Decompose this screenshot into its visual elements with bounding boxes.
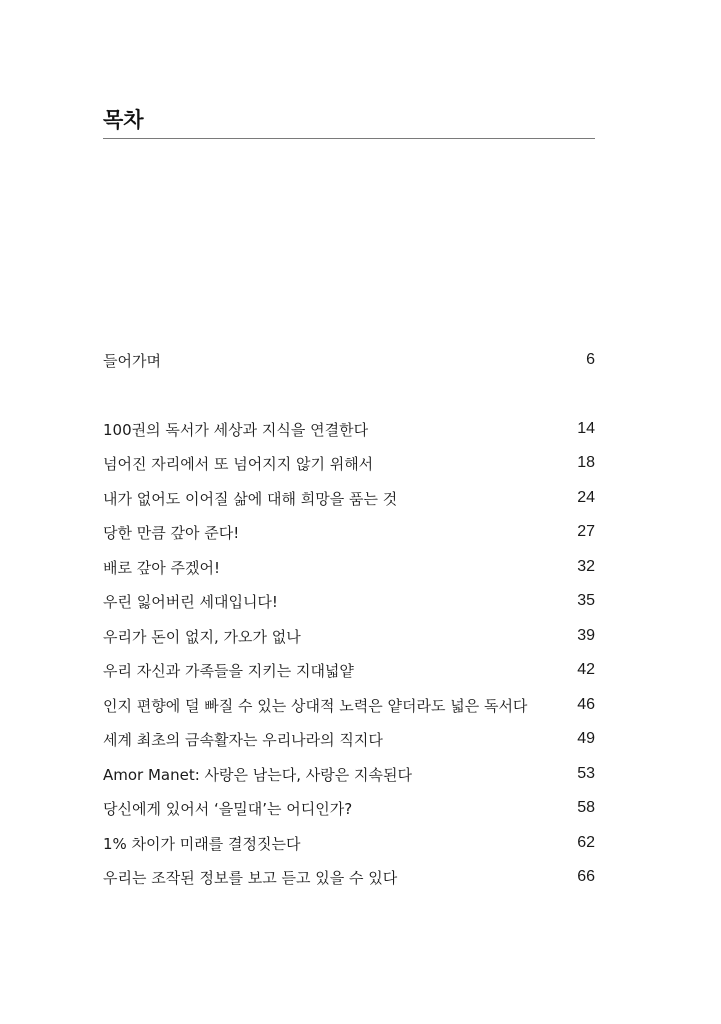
toc-entry-title: 우리가 돈이 없지, 가오가 없나 [103,627,301,646]
toc-entry-title: 들어가며 [103,351,161,370]
toc-entry-title: 우린 잃어버린 세대입니다! [103,592,278,611]
toc-entry-page: 27 [577,523,595,540]
toc-entry-title: 배로 갚아 주겠어! [103,558,220,577]
toc-entry-page: 6 [586,351,595,368]
toc-entry-title: 인지 편향에 덜 빠질 수 있는 상대적 노력은 얕더라도 넓은 독서다 [103,696,528,715]
toc-entry-title: 내가 없어도 이어질 삶에 대해 희망을 품는 것 [103,489,398,508]
toc-entry-row[interactable] [103,693,595,717]
toc-entry-title: 당한 만큼 갚아 준다! [103,523,240,542]
toc-entry-page: 49 [577,730,595,747]
toc-entry-page: 62 [577,834,595,851]
toc-entry-page: 39 [577,627,595,644]
toc-entry-row[interactable] [103,417,595,441]
toc-entry-page: 42 [577,661,595,678]
toc-entry-page: 24 [577,489,595,506]
toc-entry-page: 35 [577,592,595,609]
toc-entry-row[interactable] [103,486,595,510]
toc-intro-row[interactable] [103,348,595,372]
toc-entry-page: 58 [577,799,595,816]
toc-entry-row[interactable] [103,520,595,544]
toc-entry-row[interactable] [103,658,595,682]
toc-entry-title: 우리 자신과 가족들을 지키는 지대넓얕 [103,661,354,680]
toc-entry-row[interactable] [103,796,595,820]
toc-entry-row[interactable] [103,865,595,889]
toc-entry-row[interactable] [103,589,595,613]
toc-entry-title: 우리는 조작된 정보를 보고 듣고 있을 수 있다 [103,868,398,887]
toc-entry-row[interactable] [103,762,595,786]
toc-entry-row[interactable] [103,727,595,751]
heading-divider [103,138,595,139]
toc-entry-row[interactable] [103,624,595,648]
toc-entry-title: 세계 최초의 금속활자는 우리나라의 직지다 [103,730,383,749]
toc-entry-row[interactable] [103,451,595,475]
toc-entry-title: 100권의 독서가 세상과 지식을 연결한다 [103,420,369,439]
toc-heading: 목차 [103,108,144,132]
toc-entry-page: 32 [577,558,595,575]
toc-entry-row[interactable] [103,831,595,855]
toc-entry-row[interactable] [103,555,595,579]
toc-entry-page: 46 [577,696,595,713]
toc-entry-title: 당신에게 있어서 ‘을밀대’는 어디인가? [103,799,353,818]
toc-entry-title: 넘어진 자리에서 또 넘어지지 않기 위해서 [103,454,374,473]
toc-entry-page: 18 [577,454,595,471]
toc-entry-page: 53 [577,765,595,782]
toc-entry-title: 1% 차이가 미래를 결정짓는다 [103,834,301,853]
toc-entry-title: Amor Manet: 사랑은 남는다, 사랑은 지속된다 [103,765,413,784]
toc-entry-page: 66 [577,868,595,885]
toc-entry-page: 14 [577,420,595,437]
